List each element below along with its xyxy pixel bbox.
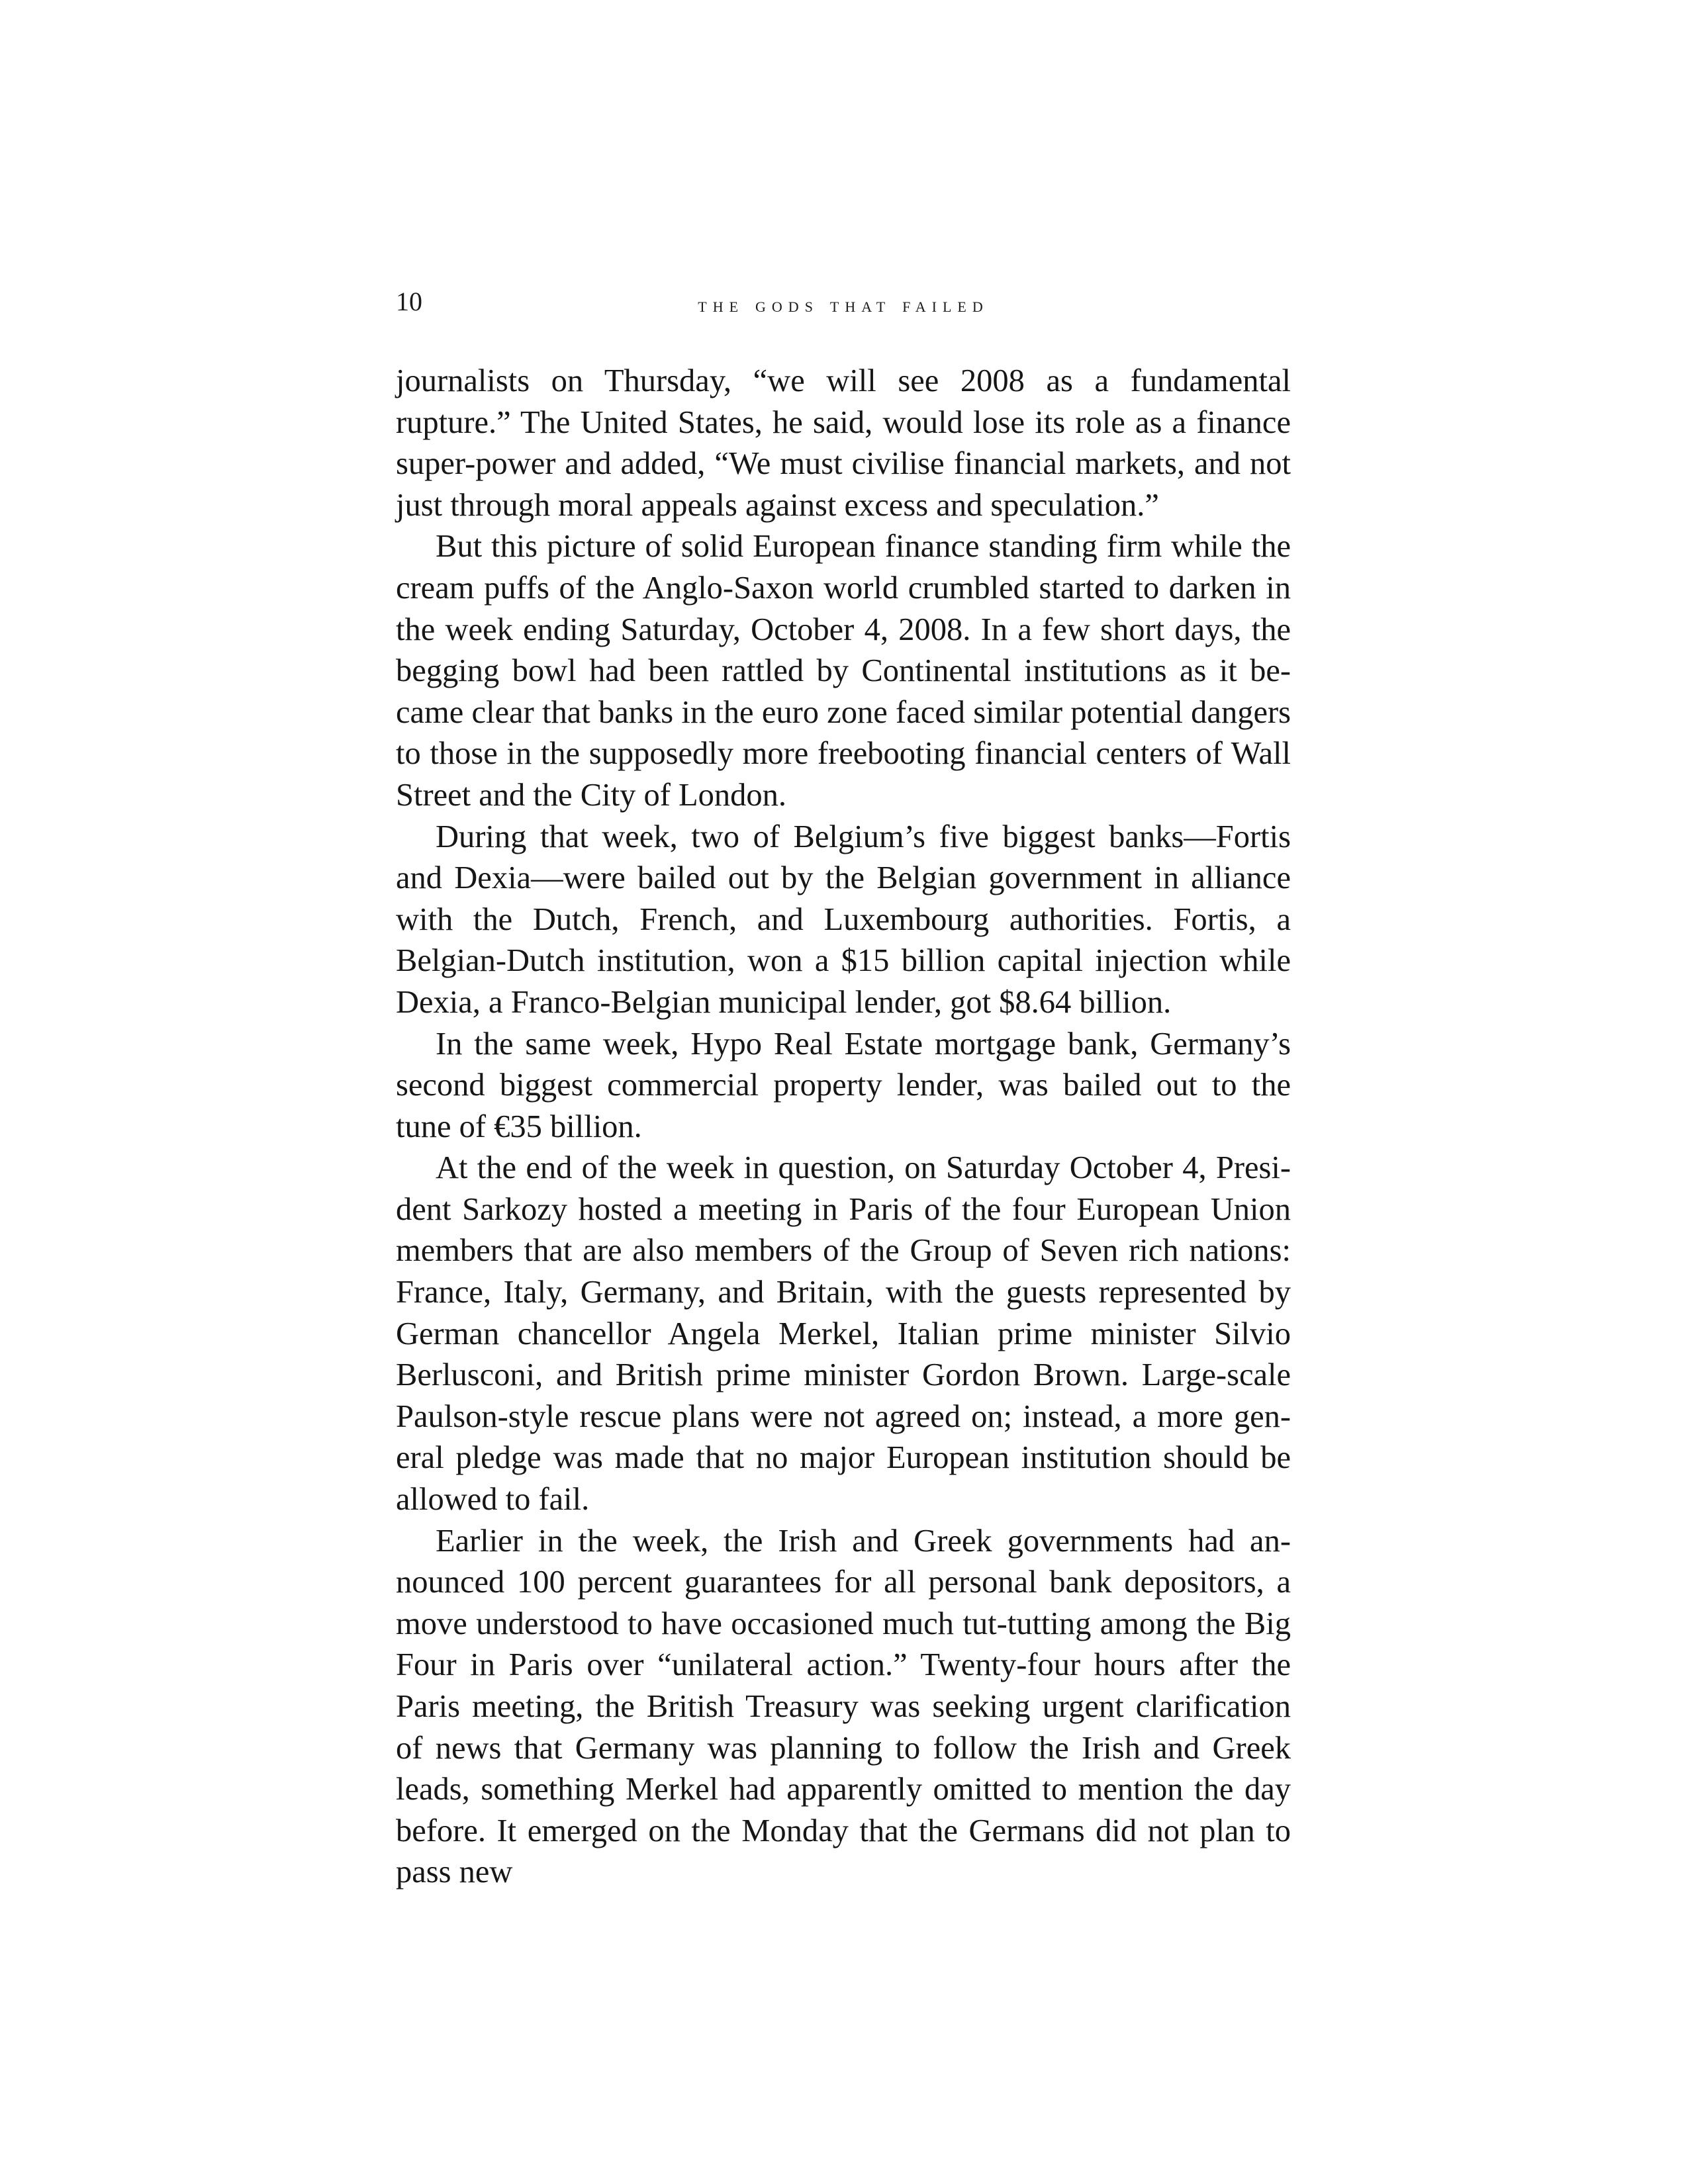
paragraph: At the end of the week in question, on Saturday October 4, Presi-dent Sarkozy hosted a meeting in Paris of the four European Union members that are also members of the Group of Seven rich nations: France, Italy, Germany, and Britain, with the guests represented by German chancellor Angela Merkel, Italian prime minister Silvio Berlusconi, and British prime minister Gordon Brown. Large-scale Paulson-style rescue plans were not agreed on; instead, a more gen-eral pledge was made that no major European institution should be allowed to fail.: [396, 1150, 1291, 1518]
paragraph: During that week, two of Belgium’s five biggest banks—Fortis and Dexia—were bailed out by the Belgian government in alliance with the Dutch, French, and Luxembourg authorities. Fortis, a Belgian-Dutch institution, won a $15 billion capital injection while Dexia, a Franco-Belgian municipal lender, got $8.64 billion.: [396, 819, 1291, 1020]
running-head: [396, 278, 1291, 324]
paragraph: In the same week, Hypo Real Estate mortgage bank, Germany’s second biggest commercial property lender, was bailed out to the tune of €35 billion.: [396, 1026, 1291, 1144]
body-text: [396, 361, 1291, 1893]
page-number: 10: [396, 287, 422, 316]
paragraph: But this picture of solid European finance standing firm while the cream puffs of the Anglo-Saxon world crumbled started to darken in the week ending Saturday, October 4, 2008. In a few short days, the begging bowl had been rattled by Continental institutions as it be-came clear that banks in the euro zone faced similar potential dangers to those in the supposedly more freebooting financial centers of Wall Street and the City of London.: [396, 529, 1291, 813]
paragraph: Earlier in the week, the Irish and Greek governments had an-nounced 100 percent guarantees for all personal bank depositors, a move understood to have occasioned much tut-tutting among the Big Four in Paris over “unilateral action.” Twenty-four hours after the Paris meeting, the British Treasury was seeking urgent clarification of news that Germany was planning to follow the Irish and Greek leads, something Merkel had apparently omitted to mention the day before. It emerged on the Monday that the Germans did not plan to pass new: [396, 1523, 1291, 1890]
running-title: the gods that failed: [698, 293, 989, 316]
paragraph: journalists on Thursday, “we will see 2008 as a fundamental rupture.” The United States, he said, would lose its role as a finance super-power and added, “We must civilise financial markets, and not just through moral appeals against excess and speculation.”: [396, 363, 1291, 523]
